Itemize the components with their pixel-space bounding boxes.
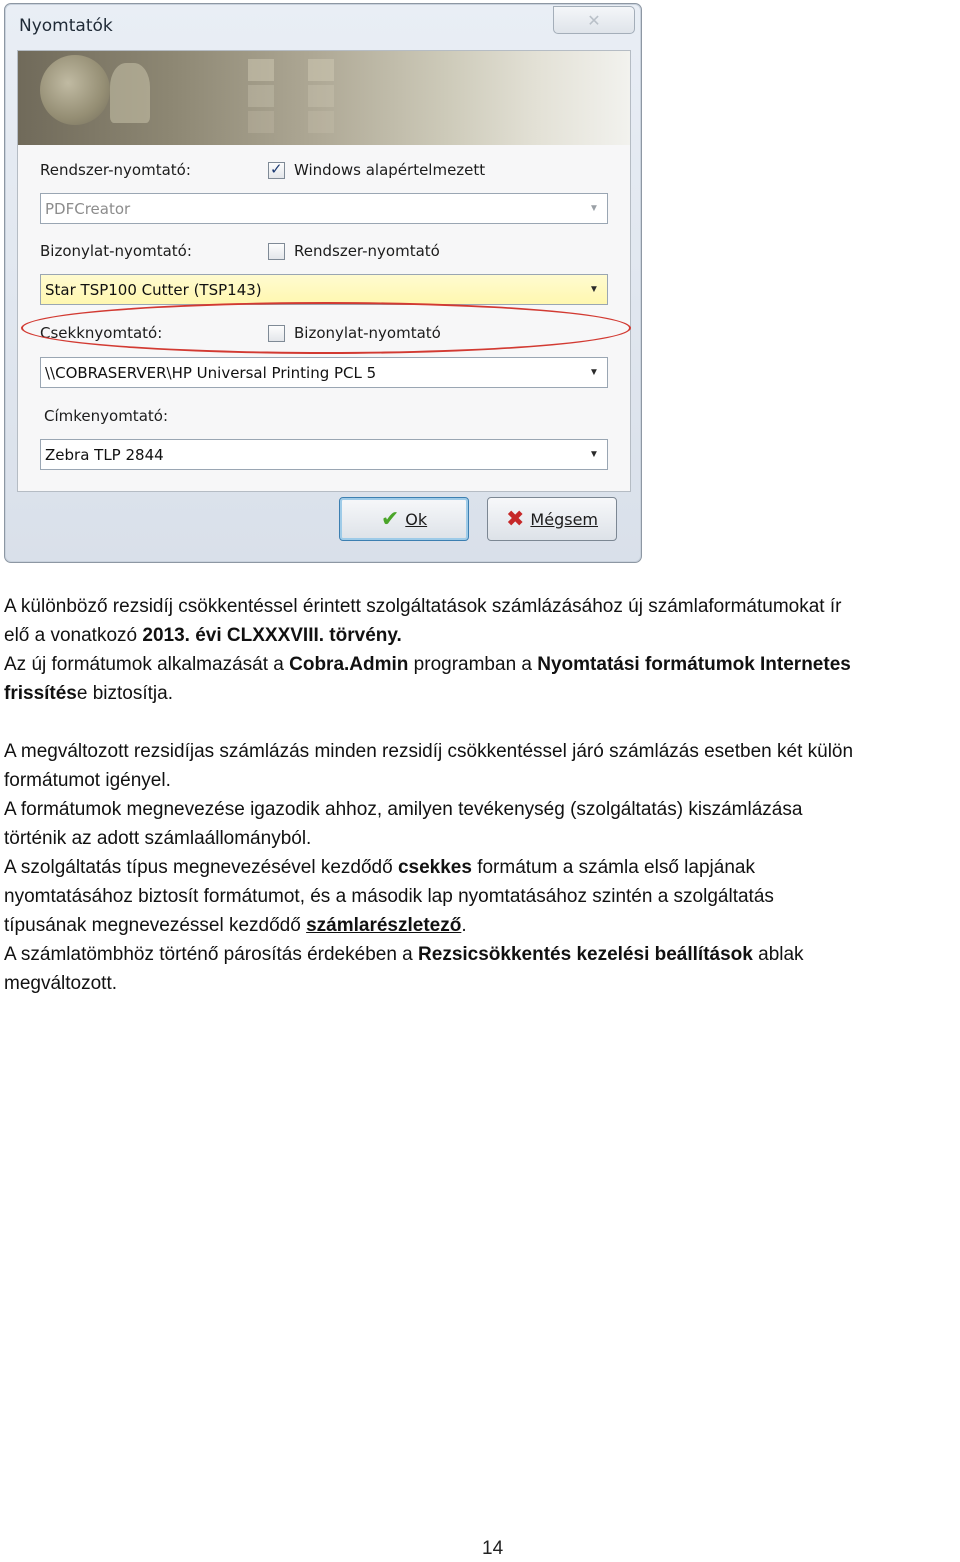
chevron-down-icon[interactable]: ▼ bbox=[589, 367, 599, 378]
text-run: formátum a számla első lapjának nyomtatásához biztosít formátumot, és a második lap nyomtatásához szintén a szolgáltatás típusának megnevezéssel kezdődő bbox=[4, 857, 774, 936]
check-printer-select[interactable] bbox=[40, 357, 608, 388]
receipt-printer-label: Bizonylat-nyomtató: bbox=[40, 242, 192, 260]
text-run: Az új formátumok alkalmazását a bbox=[4, 654, 290, 675]
cancel-button[interactable] bbox=[487, 497, 617, 541]
windows-default-checkbox-label: Windows alapértelmezett bbox=[294, 161, 486, 179]
dialog-title: Nyomtatók bbox=[19, 16, 113, 36]
dialog-content bbox=[17, 50, 631, 492]
banner-tile bbox=[248, 85, 274, 107]
label-printer-label: Címkenyomtató: bbox=[44, 407, 168, 425]
logo-image bbox=[40, 55, 110, 125]
text-run: . bbox=[461, 915, 467, 936]
system-printer-label: Rendszer-nyomtató: bbox=[40, 161, 191, 179]
text-run: A számlatömbhöz történő párosítás érdekében a bbox=[4, 944, 419, 965]
paragraph-check-format bbox=[4, 853, 960, 940]
logo-figure bbox=[110, 63, 150, 123]
check-printer-label: Csekknyomtató: bbox=[40, 324, 163, 342]
feature-name-cont: frissítés bbox=[4, 683, 77, 704]
banner-tile bbox=[248, 111, 274, 133]
ok-button-label: Ok bbox=[405, 509, 428, 529]
bold-term: számlarészletező bbox=[306, 915, 462, 936]
dialog-banner bbox=[18, 51, 630, 145]
receipt-printer-value: Star TSP100 Cutter (TSP143) bbox=[45, 280, 262, 299]
receipt-printer-select[interactable] bbox=[40, 274, 608, 305]
label-printer-value: Zebra TLP 2844 bbox=[45, 445, 164, 464]
law-reference: 2013. évi CLXXXVIII. törvény. bbox=[142, 625, 402, 646]
close-icon: ✕ bbox=[587, 10, 601, 30]
close-button[interactable] bbox=[553, 6, 635, 34]
banner-tile bbox=[308, 111, 334, 133]
check-printer-value: \\COBRASERVER\HP Universal Printing PCL 5 bbox=[45, 363, 377, 382]
checkbox-checked[interactable] bbox=[268, 162, 285, 179]
program-name: Cobra.Admin bbox=[289, 654, 409, 675]
highlight-ellipse bbox=[21, 302, 631, 354]
paragraph-settings bbox=[4, 940, 960, 998]
use-system-printer-checkbox-label: Rendszer-nyomtató bbox=[294, 242, 440, 260]
banner-tile bbox=[248, 59, 274, 81]
system-printer-value: PDFCreator bbox=[45, 199, 131, 218]
label-printer-select[interactable] bbox=[40, 439, 608, 470]
chevron-down-icon[interactable]: ▼ bbox=[589, 203, 599, 214]
use-receipt-printer-checkbox-label: Bizonylat-nyomtató bbox=[294, 324, 441, 342]
text-run: A szolgáltatás típus megnevezésével kezdődő bbox=[4, 857, 398, 878]
page-number: 14 bbox=[482, 1538, 504, 1559]
windows-default-checkbox[interactable] bbox=[268, 161, 485, 179]
chevron-down-icon[interactable]: ▼ bbox=[589, 449, 599, 460]
window-name: Rezsicsökkentés kezelési beállítások bbox=[418, 944, 753, 965]
text-run: ablak megváltozott. bbox=[4, 944, 804, 994]
title-bar bbox=[5, 4, 641, 50]
banner-tile bbox=[308, 59, 334, 81]
check-icon: ✔ bbox=[380, 506, 400, 532]
text-line: A különböző rezsidíj csökkentéssel érintett szolgáltatások számlázásához új számlaformátumokat ír bbox=[4, 596, 842, 617]
cancel-button-label: Mégsem bbox=[530, 509, 598, 529]
text-run: elő a vonatkozó bbox=[4, 625, 143, 646]
bold-term: csekkes bbox=[397, 857, 472, 878]
x-icon: ✖ bbox=[505, 506, 525, 532]
text-run: programban a bbox=[408, 654, 538, 675]
paragraph-formats: A megváltozott rezsidíjas számlázás minden rezsidíj csökkentéssel járó számlázás esetben két külön formátumot igényel. A formátumok megnevezése igazodik ahhoz, amilyen tevékenység (szolgáltatás) kiszámlázása történik az adott számlaállományból. bbox=[4, 741, 854, 849]
system-printer-select[interactable] bbox=[40, 193, 608, 224]
chevron-down-icon[interactable]: ▼ bbox=[589, 284, 599, 295]
feature-name: Nyomtatási formátumok Internetes bbox=[537, 654, 851, 675]
banner-tile bbox=[308, 85, 334, 107]
paragraph-intro bbox=[4, 592, 960, 708]
checkbox-unchecked[interactable] bbox=[268, 243, 285, 260]
printers-dialog bbox=[4, 3, 642, 563]
ok-button[interactable] bbox=[339, 497, 469, 541]
use-system-printer-checkbox[interactable] bbox=[268, 242, 440, 260]
text-run: e biztosítja. bbox=[76, 683, 173, 704]
